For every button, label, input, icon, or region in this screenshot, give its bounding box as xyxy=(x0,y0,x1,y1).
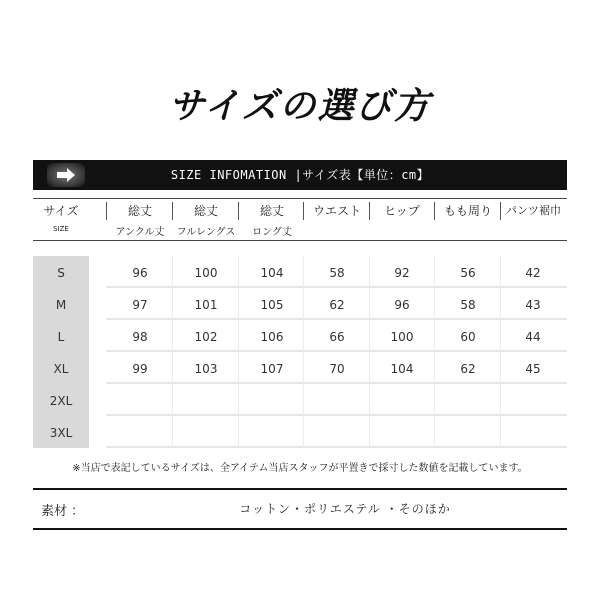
cell-s-waist: 58 xyxy=(329,266,345,280)
header-col-length-ankle: 総丈 xyxy=(127,204,152,218)
header-bottom-line xyxy=(33,240,567,241)
size-label-l: L xyxy=(57,330,65,344)
size-label-m: M xyxy=(55,298,67,312)
header-col-length-full-sub: フルレングス xyxy=(176,227,236,238)
cell-m-hip: 96 xyxy=(394,298,410,312)
cell-l-ankle-length: 98 xyxy=(132,330,148,344)
cell-l-hem: 44 xyxy=(525,330,541,344)
header-top-line xyxy=(33,198,567,199)
cell-s-full-length: 100 xyxy=(194,266,218,280)
cell-s-hip: 92 xyxy=(394,266,410,280)
size-info-title: SIZE INFOMATION |サイズ表【単位：cm】 xyxy=(170,168,430,182)
material-label: 素材 ： xyxy=(41,504,85,519)
cell-l-full-length: 102 xyxy=(194,330,218,344)
header-col-hem: パンツ裾巾 xyxy=(506,204,561,217)
cell-s-ankle-length: 96 xyxy=(132,266,148,280)
cell-m-thigh: 58 xyxy=(460,298,476,312)
header-col-waist: ウエスト xyxy=(312,204,361,218)
cell-xl-hem: 45 xyxy=(525,362,541,376)
cell-s-thigh: 56 xyxy=(460,266,476,280)
cell-l-thigh: 60 xyxy=(460,330,476,344)
cell-m-ankle-length: 97 xyxy=(132,298,148,312)
row-divider xyxy=(106,414,567,416)
size-column xyxy=(33,256,89,448)
cell-m-long-length: 105 xyxy=(260,298,284,312)
col-divider xyxy=(303,256,304,448)
cell-xl-ankle-length: 99 xyxy=(132,362,148,376)
col-divider xyxy=(172,256,173,448)
cell-xl-hip: 104 xyxy=(390,362,414,376)
size-label-s: S xyxy=(57,266,65,280)
header-col-hip: ヒップ xyxy=(384,204,420,218)
header-col-thigh: もも周り xyxy=(443,204,492,218)
cell-xl-thigh: 62 xyxy=(460,362,476,376)
header-col-length-full: 総丈 xyxy=(193,204,218,218)
col-divider xyxy=(369,256,370,448)
col-divider xyxy=(434,256,435,448)
cell-s-hem: 42 xyxy=(525,266,541,280)
header-size-label: サイズ xyxy=(43,204,79,218)
header-separator xyxy=(238,202,239,220)
row-divider xyxy=(106,286,567,288)
page-title: サイズの選び方 xyxy=(168,86,432,127)
cell-m-full-length: 101 xyxy=(194,298,218,312)
cell-l-waist: 66 xyxy=(329,330,345,344)
row-divider xyxy=(106,318,567,320)
cell-l-hip: 100 xyxy=(390,330,414,344)
size-label-2xl: 2XL xyxy=(49,394,73,408)
header-separator xyxy=(172,202,173,220)
size-label-3xl: 3XL xyxy=(49,426,73,440)
measurement-note: ※当店で表記しているサイズは、全アイテム当店スタッフが平置きで採寸した数値を記載しています。 xyxy=(72,463,528,474)
header-col-length-long: 総丈 xyxy=(259,204,284,218)
size-label-xl: XL xyxy=(53,362,69,376)
header-separator xyxy=(106,202,107,220)
header-col-length-ankle-sub: アンクル丈 xyxy=(115,227,165,238)
material-value: コットン・ポリエステル ・そのほか xyxy=(239,502,451,516)
cell-s-long-length: 104 xyxy=(260,266,284,280)
header-col-length-long-sub: ロング丈 xyxy=(252,227,292,238)
col-divider xyxy=(500,256,501,448)
cell-xl-full-length: 103 xyxy=(194,362,218,376)
header-size-sub: SIZE xyxy=(53,225,69,233)
material-box xyxy=(33,488,567,530)
cell-l-long-length: 106 xyxy=(260,330,284,344)
cell-m-hem: 43 xyxy=(525,298,541,312)
size-info-bar xyxy=(33,160,567,190)
row-divider xyxy=(106,350,567,352)
cell-m-waist: 62 xyxy=(329,298,345,312)
row-divider xyxy=(106,382,567,384)
col-divider xyxy=(238,256,239,448)
row-divider xyxy=(106,446,567,448)
cell-xl-waist: 70 xyxy=(329,362,345,376)
cell-xl-long-length: 107 xyxy=(260,362,284,376)
